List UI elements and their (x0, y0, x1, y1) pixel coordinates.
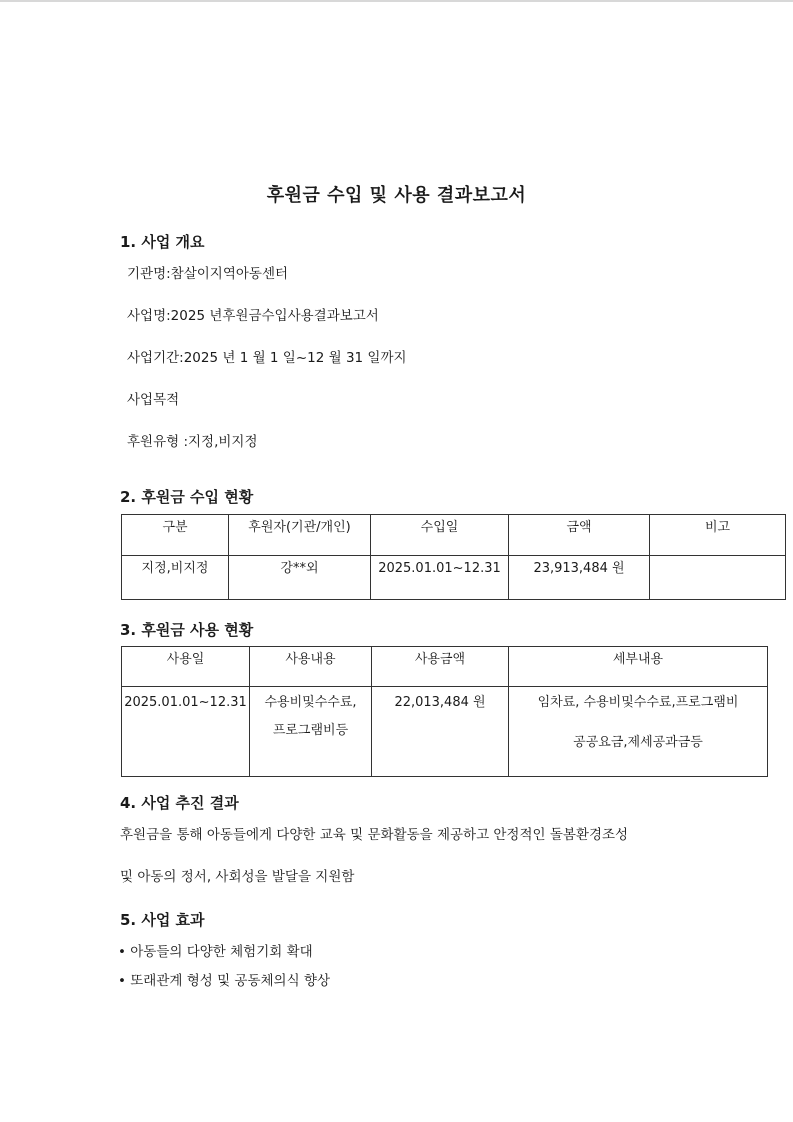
income-cell-amount: 23,913,484 원 (509, 556, 650, 600)
section-heading-effects: 5. 사업 효과 (120, 911, 205, 929)
income-header-donor: 후원자(기관/개인) (229, 515, 371, 556)
income-cell-category: 지정,비지정 (122, 556, 229, 600)
income-cell-note (650, 556, 786, 600)
usage-header-date: 사용일 (122, 647, 250, 687)
usage-content-line-1: 수용비및수수료, (264, 695, 357, 710)
usage-cell-detail (509, 687, 768, 777)
table-row (122, 687, 768, 777)
usage-content-line-2: 프로그램비등 (272, 723, 349, 738)
project-name-line: 사업명:2025 년후원금수입사용결과보고서 (127, 308, 379, 324)
income-cell-donor: 강**외 (229, 556, 371, 600)
effect-bullet-2: • 또래관계 형성 및 공동체의식 향상 (118, 973, 330, 989)
section-heading-results: 4. 사업 추진 결과 (120, 794, 239, 812)
usage-detail-line-1: 임차료, 수용비및수수료,프로그램비 (537, 695, 739, 710)
income-header-note: 비고 (650, 515, 786, 556)
org-name-line: 기관명:참살이지역아동센터 (127, 266, 289, 282)
usage-header-content: 사용내용 (250, 647, 372, 687)
usage-cell-amount: 22,013,484 원 (372, 687, 509, 777)
income-table (121, 514, 786, 600)
usage-header-amount: 사용금액 (372, 647, 509, 687)
table-row (122, 556, 786, 600)
usage-cell-content (250, 687, 372, 777)
effect-bullet-1: • 아동들의 다양한 체험기회 확대 (118, 944, 313, 960)
usage-table-header-row (122, 647, 768, 687)
project-period-line: 사업기간:2025 년 1 월 1 일~12 월 31 일까지 (127, 350, 407, 366)
income-table-header-row (122, 515, 786, 556)
income-header-amount: 금액 (509, 515, 650, 556)
income-header-date: 수입일 (371, 515, 509, 556)
usage-detail-line-2: 공공요금,제세공과금등 (573, 735, 703, 750)
results-line-2: 및 아동의 정서, 사회성을 발달을 지원함 (120, 869, 355, 885)
project-purpose-line: 사업목적 (127, 392, 180, 408)
section-heading-overview: 1. 사업 개요 (120, 233, 205, 251)
income-header-category: 구분 (122, 515, 229, 556)
donation-type-line: 후원유형 :지정,비지정 (127, 434, 258, 450)
usage-cell-date: 2025.01.01~12.31 (122, 687, 250, 777)
usage-table (121, 646, 768, 777)
section-heading-usage: 3. 후원금 사용 현황 (120, 621, 254, 639)
scan-edge-line (0, 0, 793, 2)
section-heading-income: 2. 후원금 수입 현황 (120, 488, 254, 506)
results-line-1: 후원금을 통해 아동들에게 다양한 교육 및 문화활동을 제공하고 안정적인 돌봄환경조성 (120, 827, 629, 843)
usage-header-detail: 세부내용 (509, 647, 768, 687)
income-cell-date: 2025.01.01~12.31 (371, 556, 509, 600)
document-title: 후원금 수입 및 사용 결과보고서 (266, 185, 527, 206)
